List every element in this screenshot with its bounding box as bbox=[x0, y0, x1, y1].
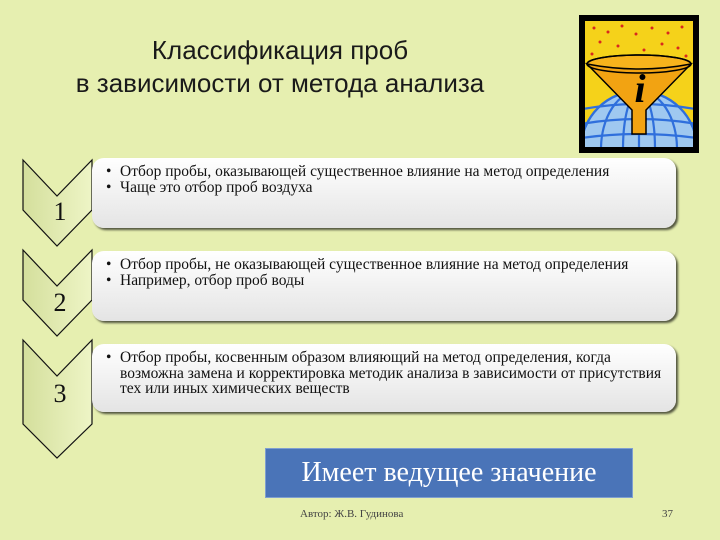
step-1-bullet-2: • Чаще это отбор проб воздуха bbox=[106, 180, 666, 196]
logo-letter: i bbox=[634, 66, 646, 111]
step-box-2 bbox=[92, 251, 676, 321]
step-box-1 bbox=[92, 158, 676, 228]
step-2-bullet-2: • Например, отбор проб воды bbox=[106, 273, 666, 289]
step-number-3: 3 bbox=[53, 379, 67, 408]
step-number-1: 1 bbox=[53, 197, 67, 226]
step-2-bullet-1: • Отбор пробы, не оказывающей существенное влияние на метод определения bbox=[106, 257, 666, 273]
page-number: 37 bbox=[662, 508, 673, 520]
step-3-bullet-1: • Отбор пробы, косвенным образом влияющий на метод определения, когда возможна замена и корректировка методик анализа в зависимости от присутствия тех или иных химических веществ bbox=[106, 350, 666, 397]
step-1-bullet-1: • Отбор пробы, оказывающей существенное влияние на метод определения bbox=[106, 164, 666, 180]
author-footer: Автор: Ж.В. Гудинова bbox=[300, 508, 404, 520]
note-banner: Имеет ведущее значение bbox=[265, 448, 633, 498]
step-number-2: 2 bbox=[53, 288, 67, 317]
step-box-3 bbox=[92, 344, 676, 412]
title-line-2: в зависимости от метода анализа bbox=[75, 68, 485, 98]
title-line-1: Классификация проб bbox=[151, 35, 409, 65]
